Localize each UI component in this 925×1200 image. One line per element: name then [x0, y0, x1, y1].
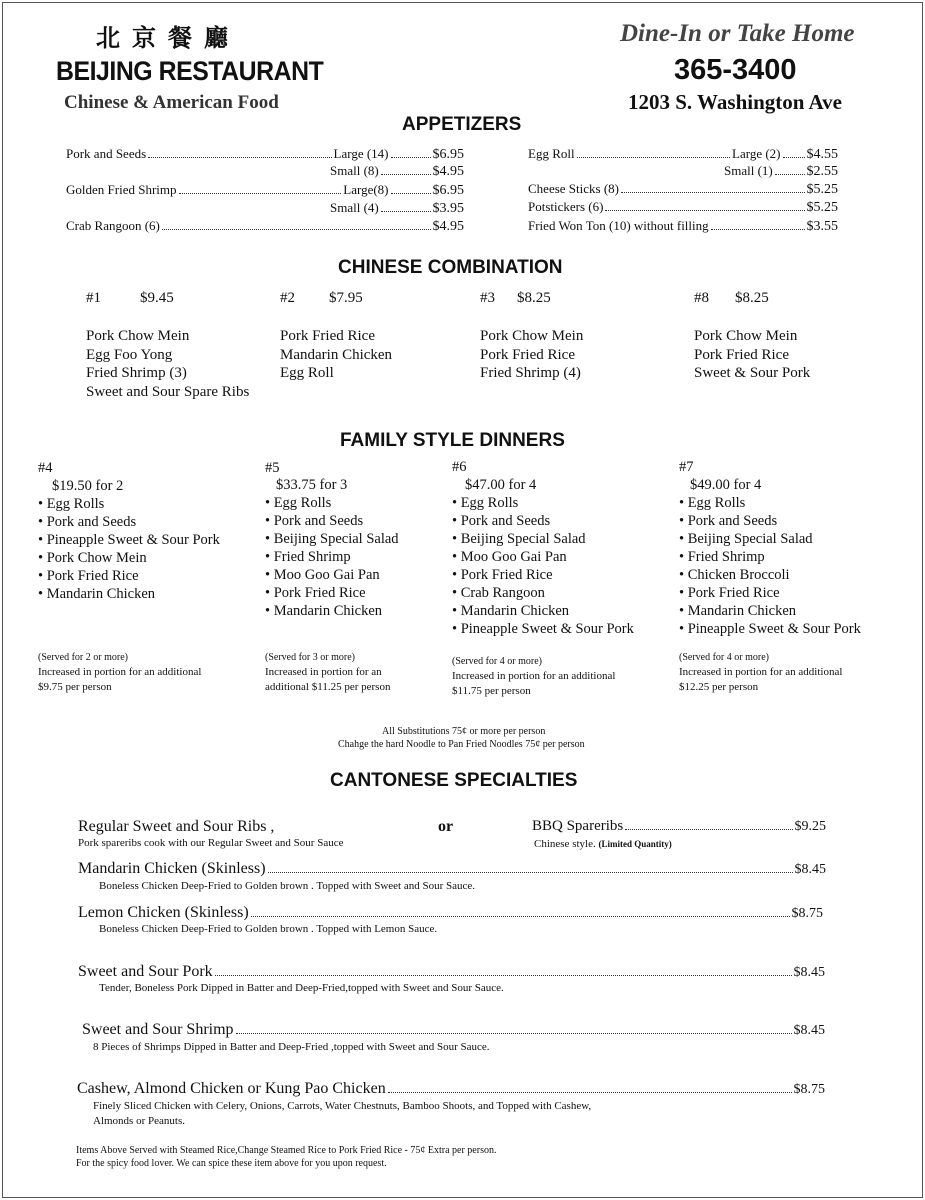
item-row: Cashew, Almond Chicken or Kung Pao Chicken $8.75	[77, 1080, 825, 1097]
substitution-note: All Substitutions 75¢ or more per person	[382, 726, 546, 737]
list-item: • Moo Goo Gai Pan	[265, 567, 380, 583]
item-row: Sweet and Sour Pork $8.45	[78, 963, 825, 980]
family-price: $49.00 for 4	[690, 477, 762, 493]
list-item: Pork Fried Rice	[694, 346, 789, 363]
list-item: Pork and Seeds Large (14) $6.95	[66, 146, 464, 162]
family-note: (Served for 3 or more) Increased in portion for an additional $11.25 per person	[265, 652, 391, 693]
family-price: $47.00 for 4	[465, 477, 537, 493]
spicy-footnote: For the spicy food lover. We can spice these item above for you upon request.	[76, 1158, 387, 1169]
appetizers-title: APPETIZERS	[402, 114, 522, 135]
list-item: Potstickers (6) $5.25	[528, 199, 838, 215]
list-item: • Beijing Special Salad	[452, 531, 586, 547]
list-item: Fried Shrimp (3)	[86, 365, 187, 381]
combo-price: $9.45	[140, 290, 174, 306]
combo-number: #3	[480, 290, 495, 306]
combo-number: #1	[86, 290, 101, 306]
item-description: Pork spareribs cook with our Regular Sweet and Sour Sauce	[78, 837, 344, 849]
family-note: (Served for 4 or more) Increased in portion for an additional $11.75 per person	[452, 656, 616, 697]
item-description-2: Almonds or Peanuts.	[93, 1115, 185, 1127]
cantonese-title: CANTONESE SPECIALTIES	[330, 770, 578, 791]
list-item: • Beijing Special Salad	[265, 531, 399, 547]
family-number: #7	[679, 459, 694, 475]
item-description: 8 Pieces of Shrimps Dipped in Batter and Deep-Fried ,topped with Sweet and Sour Sauce.	[93, 1041, 490, 1053]
family-dishes	[38, 495, 220, 603]
list-item: Fried Shrimp (4)	[480, 365, 581, 381]
bbq-description: Chinese style. (Limited Quantity)	[534, 838, 672, 850]
list-item: Golden Fried Shrimp Large(8) $6.95	[66, 182, 464, 198]
combo-number: #8	[694, 290, 709, 306]
list-item: • Mandarin Chicken	[452, 603, 570, 619]
list-item: • Egg Rolls	[679, 495, 746, 511]
list-item: Egg Foo Yong	[86, 346, 173, 363]
restaurant-subtitle: Chinese & American Food	[64, 92, 279, 113]
list-item: Egg Roll	[280, 365, 334, 381]
family-number: #4	[38, 460, 53, 476]
list-item: Small (8) $4.95	[330, 163, 464, 179]
list-item: • Egg Rolls	[38, 496, 105, 512]
item-row: Lemon Chicken (Skinless) $8.75	[78, 904, 823, 921]
combo-dishes	[86, 327, 249, 401]
list-item: • Pork and Seeds	[265, 513, 364, 529]
list-item: Pork Fried Rice	[280, 328, 375, 344]
list-item: • Egg Rolls	[452, 495, 519, 511]
bbq-spareribs-row: BBQ Spareribs $9.25	[532, 818, 826, 834]
item-description: Boneless Chicken Deep-Fried to Golden brown . Topped with Lemon Sauce.	[99, 923, 438, 935]
family-note: (Served for 4 or more) Increased in portion for an additional $12.25 per person	[679, 652, 843, 693]
combo-dishes	[280, 327, 392, 383]
list-item: Crab Rangoon (6) $4.95	[66, 218, 464, 234]
list-item: • Pork and Seeds	[38, 514, 137, 530]
list-item: Pork Chow Mein	[86, 328, 190, 344]
list-item: • Pineapple Sweet & Sour Pork	[679, 621, 861, 637]
item-row: Sweet and Sour Shrimp $8.45	[82, 1021, 825, 1038]
list-item: • Pork Fried Rice	[38, 568, 139, 584]
list-item: Small (4) $3.95	[330, 200, 464, 216]
restaurant-name: BEIJING RESTAURANT	[56, 56, 324, 86]
item-description: Boneless Chicken Deep-Fried to Golden brown . Topped with Sweet and Sour Sauce.	[99, 880, 476, 892]
phone-number: 365-3400	[674, 54, 797, 86]
family-dishes	[265, 494, 399, 620]
list-item: Pork Chow Mein	[480, 328, 584, 344]
dine-in-tagline: Dine-In or Take Home	[620, 20, 855, 47]
combination-title: CHINESE COMBINATION	[338, 257, 563, 278]
combo-dishes	[480, 327, 583, 383]
list-item: • Beijing Special Salad	[679, 531, 813, 547]
family-number: #5	[265, 460, 280, 476]
item-description: Finely Sliced Chicken with Celery, Onions, Carrots, Water Chestnuts, Bamboo Shoots, and Topped with Cashew,	[93, 1100, 592, 1112]
list-item: • Pork and Seeds	[452, 513, 551, 529]
item-name: Regular Sweet and Sour Ribs ,	[78, 818, 275, 835]
list-item: • Pork Fried Rice	[452, 567, 553, 583]
list-item: Sweet and Sour Spare Ribs	[86, 383, 250, 400]
list-item: • Pork Fried Rice	[679, 585, 780, 601]
chinese-restaurant-name: 北京餐廳	[96, 24, 240, 52]
address: 1203 S. Washington Ave	[628, 90, 842, 114]
list-item: Sweet & Sour Pork	[694, 365, 811, 381]
combo-price: $8.25	[517, 290, 551, 306]
combo-price: $7.95	[329, 290, 363, 306]
list-item: Pork Chow Mein	[694, 328, 798, 344]
list-item: Cheese Sticks (8) $5.25	[528, 181, 838, 197]
list-item: Pork Fried Rice	[480, 346, 575, 363]
list-item: Fried Won Ton (10) without filling $3.55	[528, 218, 838, 234]
combo-price: $8.25	[735, 290, 769, 306]
list-item: • Mandarin Chicken	[679, 603, 797, 619]
list-item: • Pineapple Sweet & Sour Pork	[452, 621, 634, 637]
list-item: • Pork Fried Rice	[265, 585, 366, 601]
list-item: • Pineapple Sweet & Sour Pork	[38, 532, 220, 548]
noodle-note: Chahge the hard Noodle to Pan Fried Noodles 75¢ per person	[338, 739, 585, 750]
list-item: • Fried Shrimp	[265, 549, 351, 565]
family-note: (Served for 2 or more) Increased in portion for an additional $9.75 per person	[38, 652, 202, 693]
rice-footnote: Items Above Served with Steamed Rice,Change Steamed Rice to Pork Fried Rice - 75¢ Extra per person.	[76, 1145, 497, 1156]
list-item: • Pork and Seeds	[679, 513, 778, 529]
combo-number: #2	[280, 290, 295, 306]
list-item: • Egg Rolls	[265, 495, 332, 511]
family-number: #6	[452, 459, 467, 475]
or-label: or	[438, 818, 454, 835]
list-item: Egg Roll Large (2) $4.55	[528, 146, 838, 162]
family-dishes	[679, 494, 861, 638]
item-row: Mandarin Chicken (Skinless) $8.45	[78, 860, 826, 877]
list-item: • Pork Chow Mein	[38, 550, 147, 566]
list-item: • Moo Goo Gai Pan	[452, 549, 567, 565]
list-item: • Fried Shrimp	[679, 549, 765, 565]
family-price: $33.75 for 3	[276, 477, 348, 493]
item-description: Tender, Boneless Pork Dipped in Batter and Deep-Fried,topped with Sweet and Sour Sauce.	[99, 982, 504, 994]
list-item: • Mandarin Chicken	[38, 586, 156, 602]
combo-dishes	[694, 327, 810, 383]
list-item: • Mandarin Chicken	[265, 603, 383, 619]
list-item: • Crab Rangoon	[452, 585, 545, 601]
family-dishes	[452, 494, 634, 638]
family-price: $19.50 for 2	[52, 478, 124, 494]
list-item: Small (1) $2.55	[724, 163, 838, 179]
family-dinners-title: FAMILY STYLE DINNERS	[340, 430, 565, 451]
list-item: Mandarin Chicken	[280, 346, 393, 363]
list-item: • Chicken Broccoli	[679, 567, 790, 583]
